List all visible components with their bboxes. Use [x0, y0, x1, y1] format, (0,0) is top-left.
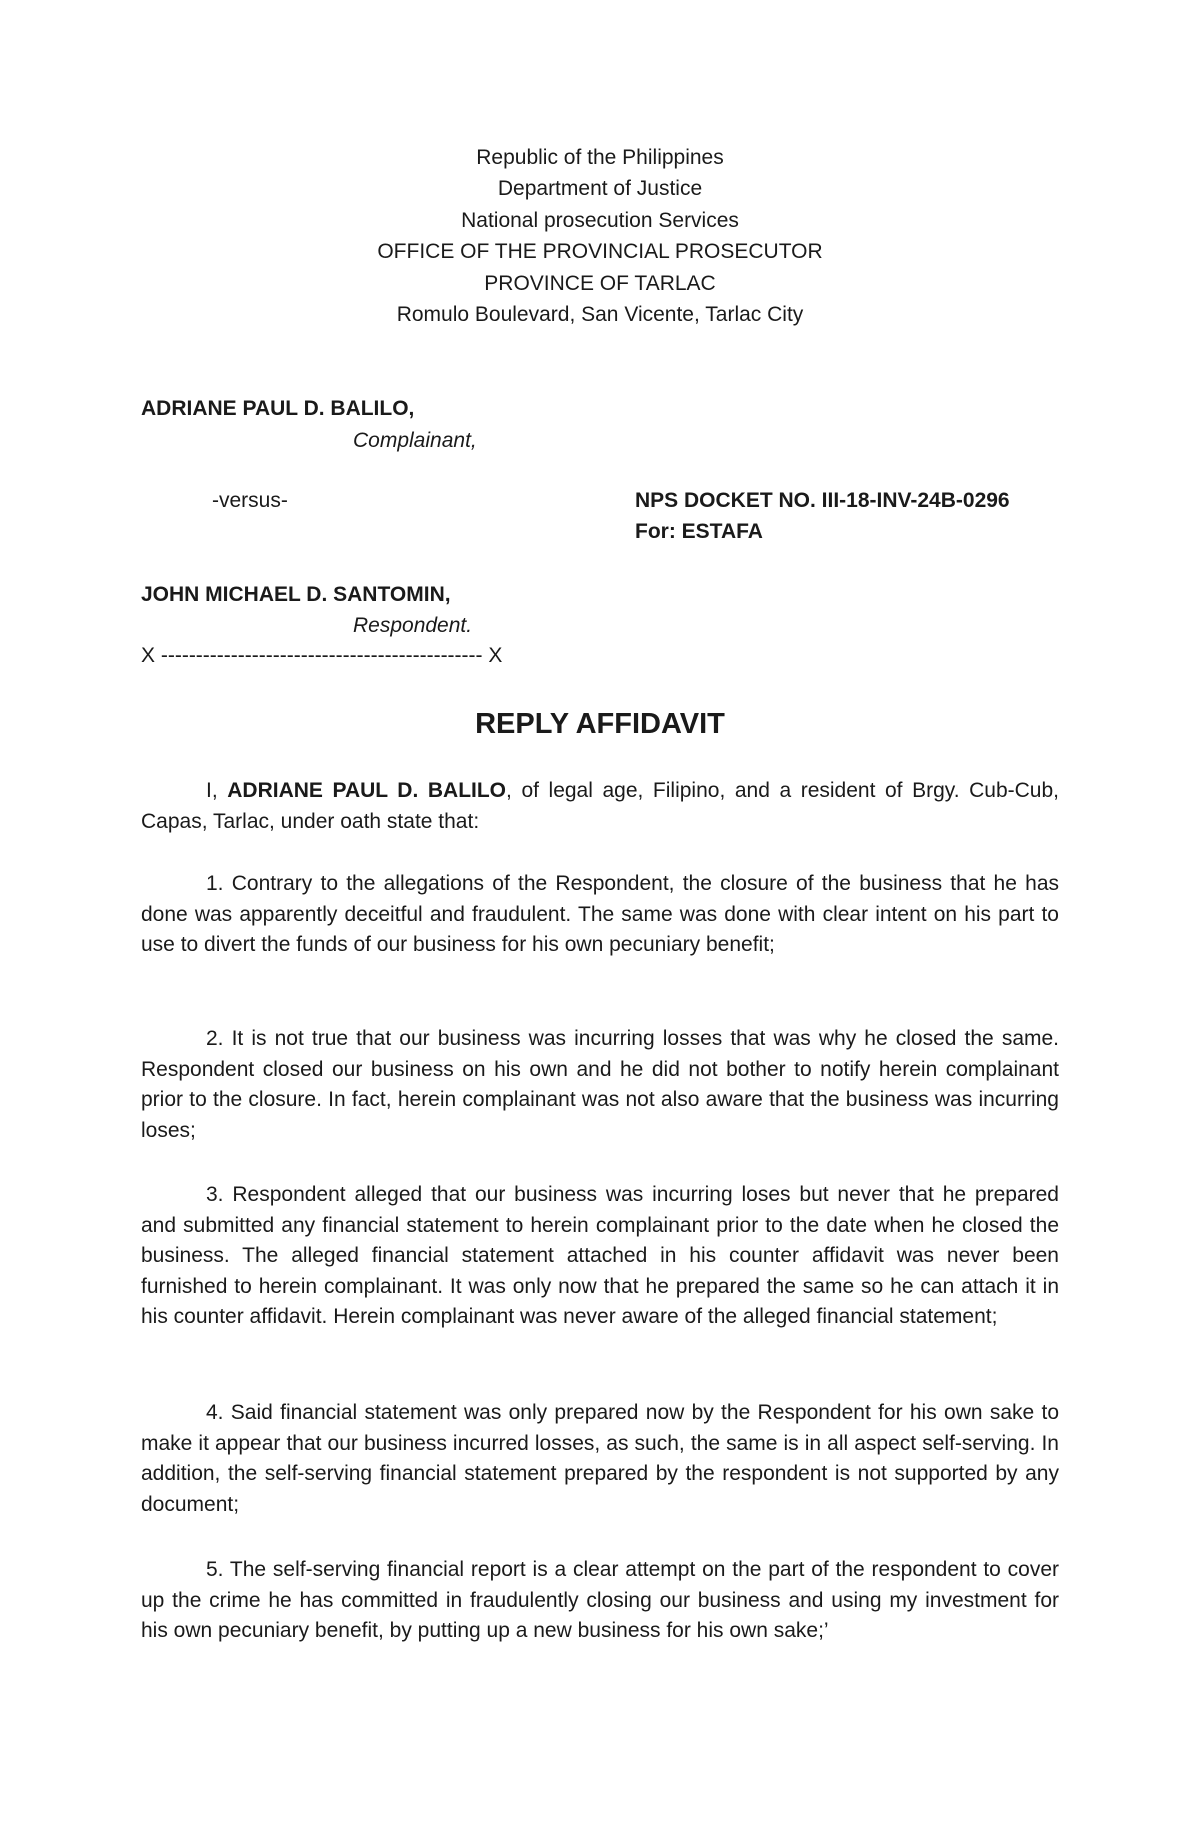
respondent-role: Respondent.: [353, 614, 473, 637]
complainant-role: Complainant,: [353, 429, 477, 452]
respondent-name: JOHN MICHAEL D. SANTOMIN,: [141, 583, 451, 606]
header-republic: Republic of the Philippines: [476, 146, 724, 169]
paragraph-3: 3. Respondent alleged that our business was incurring loses but never that he prepared and submitted any financial statement to herein complainant prior to the date when he closed the business. The alleged financial statement attached in his counter affidavit was never been furnished to herein complainant. It was only now that he prepared the same so he can attach it in his counter affidavit. Herein complainant was never aware of the alleged financial statement;: [141, 1183, 1059, 1328]
header-office: OFFICE OF THE PROVINCIAL PROSECUTOR: [377, 240, 823, 264]
versus-label: -versus-: [212, 489, 288, 512]
header-department: Department of Justice: [497, 177, 703, 201]
paragraph-2: 2. It is not true that our business was incurring losses that was why he closed the same. Respondent closed our business on his own and he did not bother to notify herein complainant prior to the closure. In fact, herein complainant was not also aware that the business was incurring loses;: [141, 1027, 1059, 1142]
header-nps: National prosecution Services: [461, 208, 739, 232]
header-province: PROVINCE OF TARLAC: [484, 271, 716, 295]
document-title: REPLY AFFIDAVIT: [475, 708, 725, 740]
paragraph-1: 1. Contrary to the allegations of the Respondent, the closure of the business that he has done was apparently deceitful and fraudulent. The same was done with clear intent on his part to use to divert the funds of our business for his own pecuniary benefit;: [141, 872, 1059, 956]
docket-number: NPS DOCKET NO. III-18-INV-24B-0296: [635, 489, 1010, 512]
case-offense: For: ESTAFA: [635, 520, 763, 543]
caption-separator: X ---------------------------------------------- X: [141, 644, 503, 667]
paragraph-4: 4. Said financial statement was only prepared now by the Respondent for his own sake to make it appear that our business incurred losses, as such, the same is in all aspect self-serving. In addition, the self-serving financial statement prepared by the respondent is not supported by any document;: [141, 1401, 1059, 1516]
intro-paragraph: [141, 776, 1059, 837]
intro-affiant-name: ADRIANE PAUL D. BALILO: [227, 779, 507, 802]
header-address: Romulo Boulevard, San Vicente, Tarlac City: [396, 303, 804, 327]
complainant-name: ADRIANE PAUL D. BALILO,: [141, 397, 415, 420]
intro-prefix: I,: [206, 779, 228, 802]
document-header: [0, 142, 1200, 330]
paragraph-5: 5. The self-serving financial report is a clear attempt on the part of the respondent to cover up the crime he has committed in fraudulently closing our business and using my investment for his own pecuniary benefit, by putting up a new business for his own sake;’: [141, 1558, 1059, 1642]
intro-rest: , of legal age, Filipino, and a resident of Brgy. Cub-Cub, Capas, Tarlac, under oath state that:: [141, 779, 1059, 833]
